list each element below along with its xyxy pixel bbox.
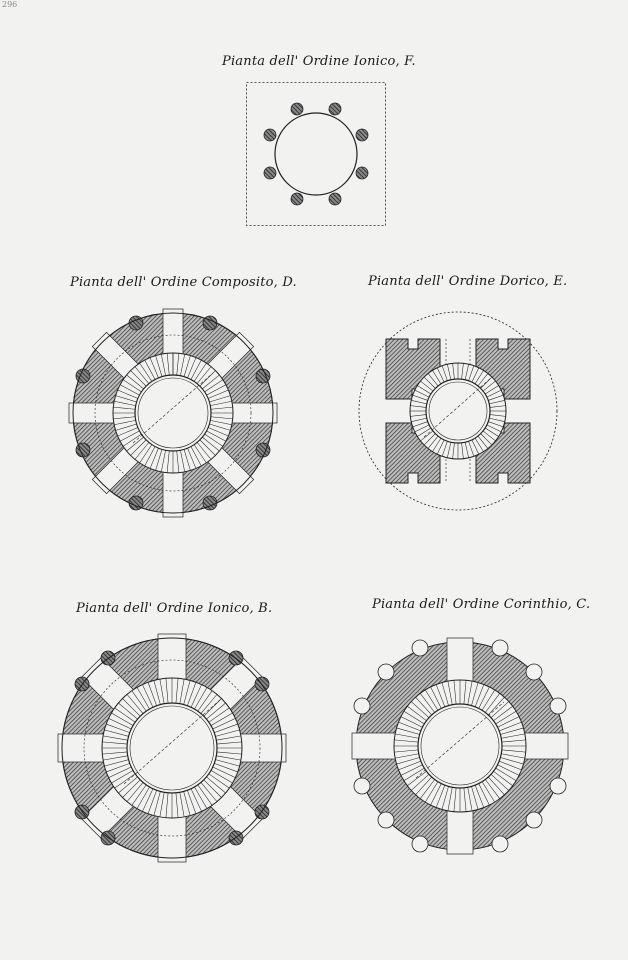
plan-composite-d — [66, 306, 280, 520]
caption-doric-e: Pianta dell' Ordine Dorico, E. — [368, 274, 568, 289]
caption-ionic-b: Pianta dell' Ordine Ionico, B. — [76, 601, 273, 616]
caption-ionic-f: Pianta dell' Ordine Ionico, F. — [222, 54, 416, 69]
plan-ionic-f — [246, 82, 386, 226]
plan-ionic-b — [54, 630, 290, 866]
plan-doric-e — [357, 310, 559, 512]
page-number: 296 — [2, 0, 18, 9]
caption-corinthian-c: Pianta dell' Ordine Corinthio, C. — [372, 597, 591, 612]
caption-composite-d: Pianta dell' Ordine Composito, D. — [70, 275, 297, 290]
plan-corinthian-c — [348, 634, 572, 858]
